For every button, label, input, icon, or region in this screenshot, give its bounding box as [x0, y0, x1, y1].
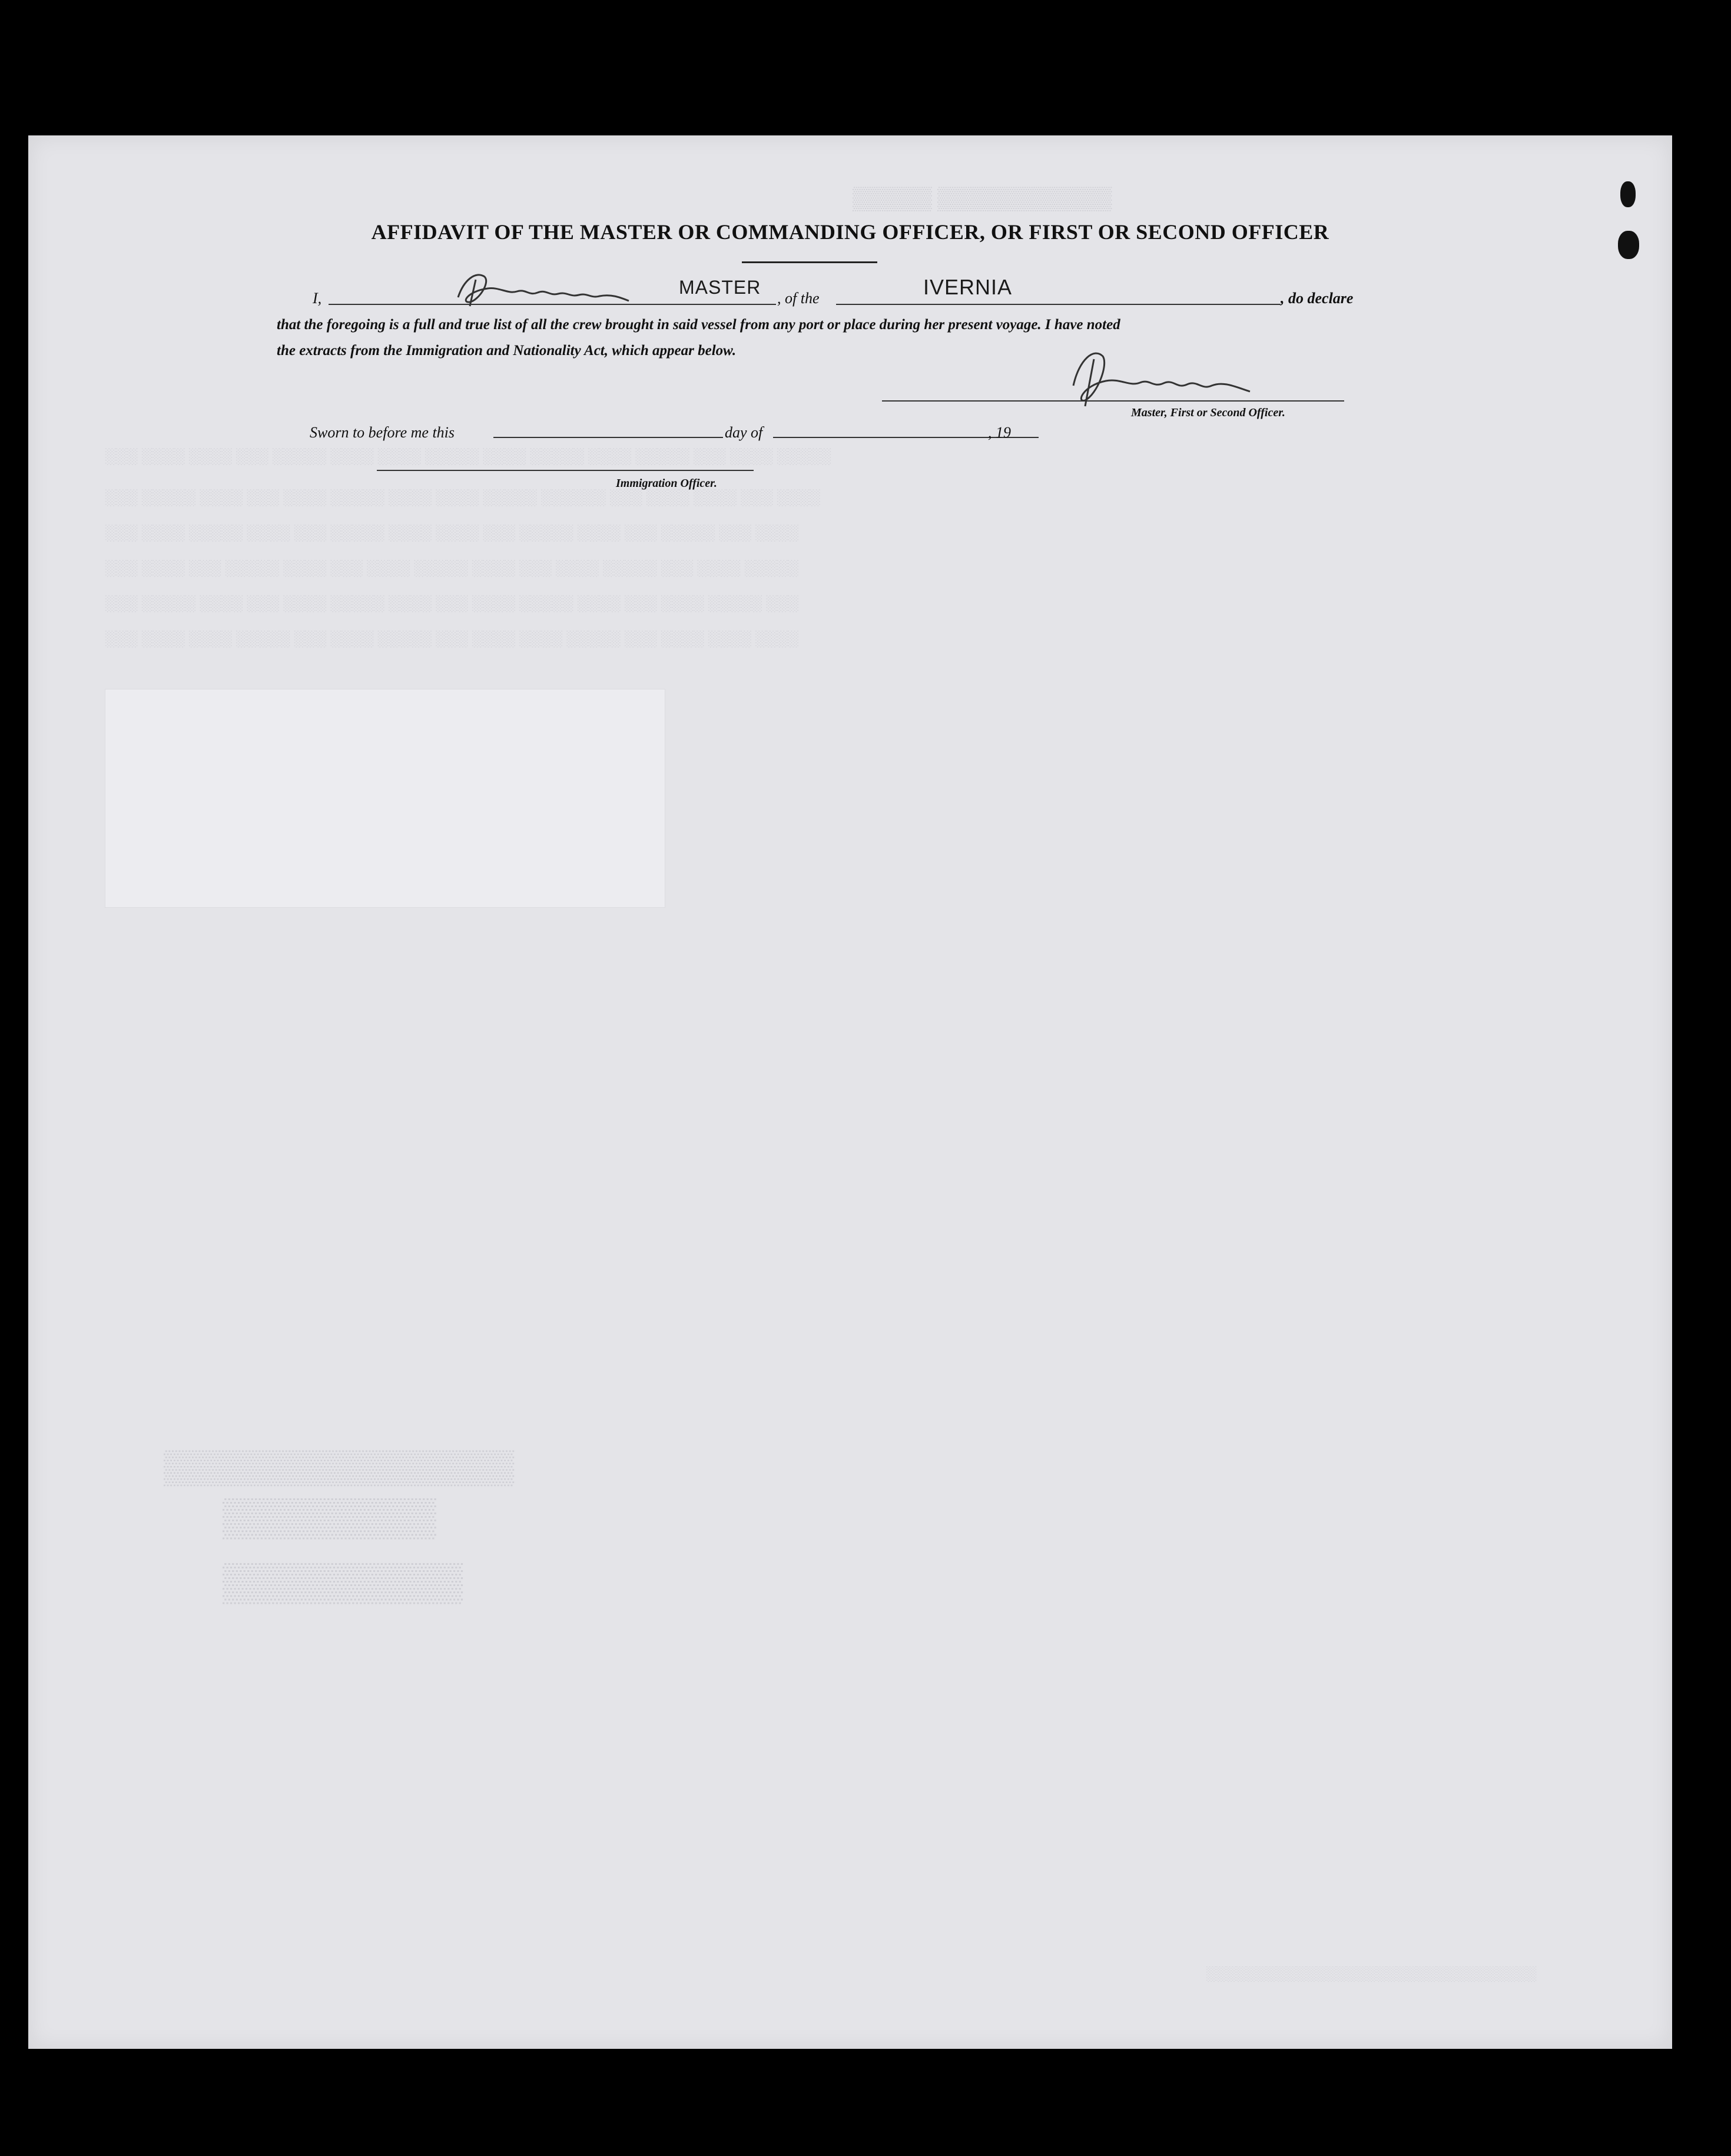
bleed-through-text: ▒▒▒▒▒▒▒▒ — [223, 1496, 436, 1538]
i-label: I, — [313, 290, 322, 307]
bleed-through-text: ░░░ ░░░░ ░░░░ ░░░░░ ░░░ ░░░░ ░░░░░ ░░░ ░░░░ ░░░░ ░░░░░ ░░░ ░░░░ ░░░░ ░░░░ — [105, 630, 798, 647]
sworn-label: Sworn to before me this — [310, 424, 455, 441]
of-the-label: , of the — [777, 290, 820, 307]
affidavit-body-line1: that the foregoing is a full and true list of all the crew brought in said vessel from any port or place during her present voyage. I have noted — [277, 317, 1120, 333]
title-underline — [742, 261, 877, 263]
sworn-month-line — [773, 437, 1017, 438]
affidavit-title: AFFIDAVIT OF THE MASTER OR COMMANDING OFFICER, OR FIRST OR SECOND OFFICER — [371, 220, 1329, 244]
bleed-through-text: ░░░ ░░░░░ ░░░░ ░░░ ░░░░ ░░░░░ ░░░░ ░░░ ░░░░ ░░░░░ ░░░░ ░░░ ░░░░ ░░░░░ ░░░ — [105, 595, 798, 612]
officer-caption: Immigration Officer. — [616, 477, 717, 490]
faded-stamp-box — [105, 689, 665, 908]
signature-caption: Master, First or Second Officer. — [1131, 406, 1285, 419]
immigration-officer-line — [377, 470, 754, 471]
signature-line — [882, 400, 1344, 402]
bleed-through-text: ░░░ ░░░░ ░░░ ░░░░░ ░░░░ ░░░ ░░░░ ░░░░░ ░░░░ ░░░ ░░░░ ░░░░░ ░░░ ░░░░ ░░░░░ — [105, 559, 798, 576]
declare-label: , do declare — [1281, 290, 1354, 307]
bleed-through-text: ░░░ ░░░░ ░░░░ ░░░ ░░░░░ ░░░░ ░░░░ ░░░░░ ░░░░ ░░░░░ ░░░░ ░░░░░ ░░░ ░░░░ ░░░░░ — [105, 447, 831, 465]
scan-mark — [1620, 181, 1636, 207]
bleed-through-text: ▒▒▒▒▒▒▒▒▒ — [223, 1561, 463, 1603]
affidavit-body-line2: the extracts from the Immigration and Nationality Act, which appear below. — [277, 343, 737, 359]
vessel-typed: IVERNIA — [923, 275, 1013, 299]
bleed-through-text: ░░░ ░░░░ ░░░░░ ░░░░ ░░░ ░░░░░ ░░░░ ░░░░ ░░░ ░░░░░ ░░░░ ░░░ ░░░░░ ░░░ ░░░░ — [105, 524, 798, 541]
role-typed: MASTER — [679, 277, 761, 298]
year-label: , 19 — [988, 424, 1011, 441]
bleed-through-text: ▒▒▒▒▒▒▒▒▒▒▒▒▒▒▒ — [164, 1449, 515, 1485]
bleed-through-text: ▒▒▒▒▒ ▒▒▒▒▒▒▒▒▒▒▒ — [853, 186, 1112, 211]
master-signature-inline — [452, 268, 646, 309]
bleed-through-text: ░░░░░░░░░░░░░░░░░░░░░░░░░░░░░░░░░ — [1206, 1966, 1537, 1982]
master-signature — [1065, 344, 1265, 409]
scan-mark — [1618, 231, 1639, 259]
sworn-day-line — [493, 437, 723, 438]
bleed-through-text: ░░░ ░░░░░ ░░░░ ░░░ ░░░░ ░░░░░ ░░░░ ░░░░ ░░░░░ ░░░░░░ ░░░ ░░░░ ░░░░ ░░░ ░░░░ — [105, 489, 820, 506]
year-line — [1010, 437, 1039, 438]
day-of-label: day of — [725, 424, 763, 441]
vessel-line — [836, 304, 1281, 305]
document-page — [28, 135, 1672, 2049]
